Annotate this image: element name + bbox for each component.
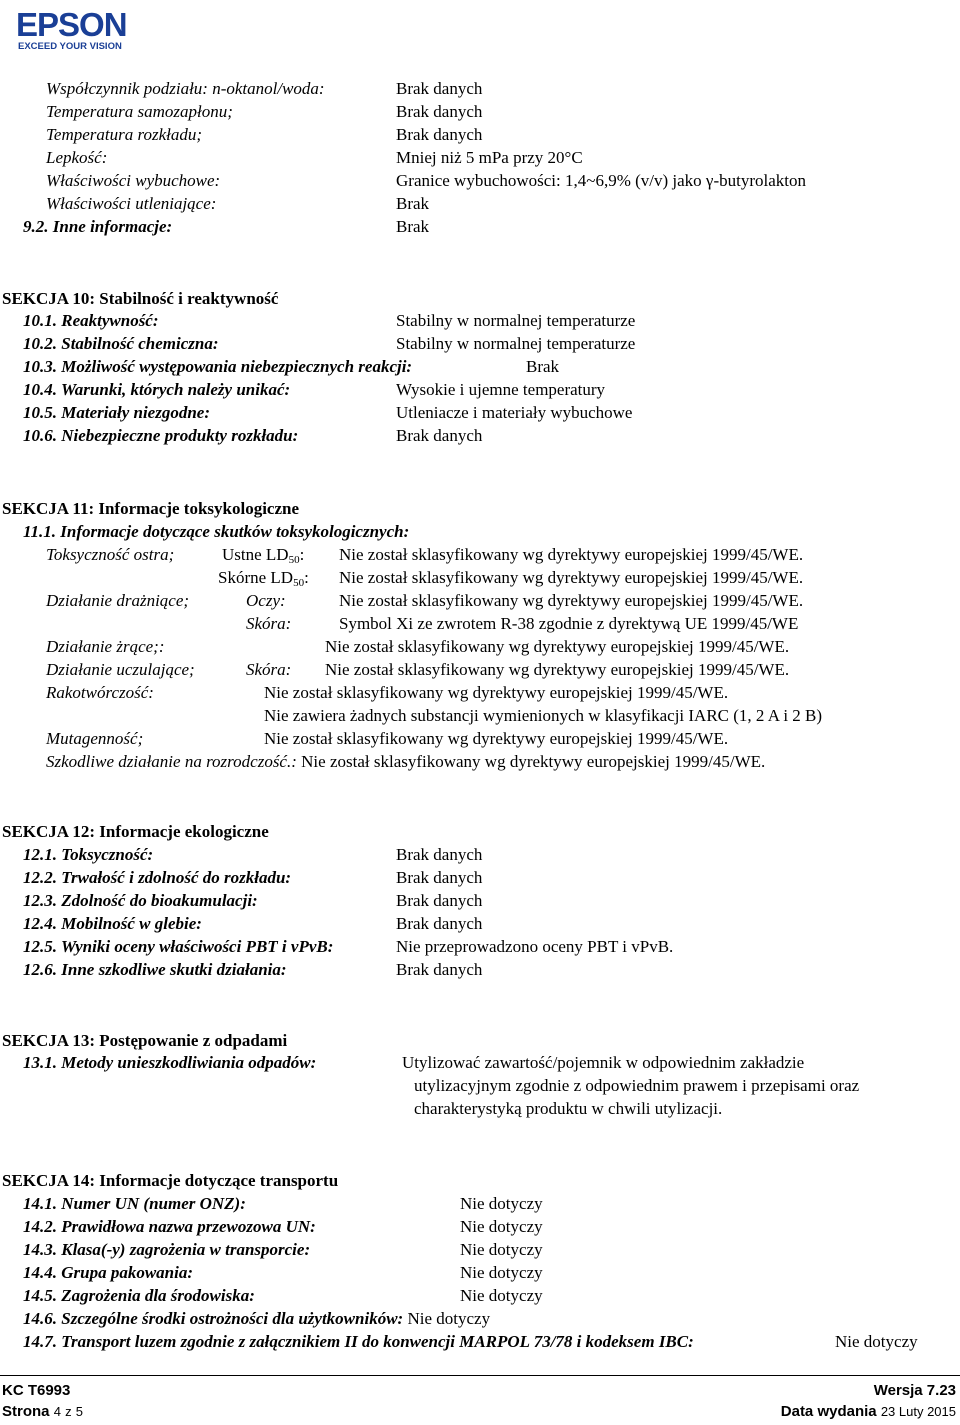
s9-value-4: Granice wybuchowości: 1,4~6,9% (v/v) jako γ-butyrolakton [396,171,806,190]
corrosive-label: Działanie żrące;: [46,637,165,656]
s12-value-3: Brak danych [396,914,483,933]
s9-value-1: Brak danych [396,102,483,121]
s9-value-2: Brak danych [396,125,483,144]
iarc-note: Nie zawiera żadnych substancji wymienionych w klasyfikacji IARC (1, 2 A i 2 B) [264,706,823,725]
s14-value-0: Nie dotyczy [460,1194,543,1213]
eyes-label: Oczy: [246,591,286,610]
s12-value-1: Brak danych [396,868,483,887]
s9-label-5: Właściwości utleniające: [46,194,217,213]
s13-line-1: utylizacyjnym zgodnie z odpowiednim prawem i przepisami oraz [414,1076,860,1095]
epson-logo: EPSON [16,6,127,43]
s10-label-2: 10.3. Możliwość występowania niebezpiecznych reakcji: [23,357,413,376]
s10-label-4: 10.5. Materiały niezgodne: [23,403,210,422]
s10-value-0: Stabilny w normalnej temperaturze [396,311,636,330]
s13-line-2: charakterystyką produktu w chwili utylizacji. [414,1099,723,1118]
mutagenicity-label: Mutagenność; [46,729,144,748]
footer-page-number: Strona 4 z 5 [2,1403,83,1420]
s13-label: 13.1. Metody unieszkodliwiania odpadów: [23,1053,317,1072]
reproductive-row [46,752,765,772]
s10-label-5: 10.6. Niebezpieczne produkty rozkładu: [23,426,299,445]
s14-label-0: 14.1. Numer UN (numer ONZ): [23,1194,246,1213]
eyes-value: Nie został sklasyfikowany wg dyrektywy europejskiej 1999/45/WE. [339,591,804,610]
s9-label-1: Temperatura samozapłonu; [46,102,233,121]
s9-label-3: Lepkość: [46,148,108,167]
s10-value-2: Brak [526,357,560,376]
s10-value-3: Wysokie i ujemne temperatury [396,380,606,399]
s10-label-3: 10.4. Warunki, których należy unikać: [23,380,291,399]
s14-value-3: Nie dotyczy [460,1263,543,1282]
ld-dermal-label: Skórne $LD_{50}$: [218,568,309,589]
footer-version: Wersja 7.23 [873,1382,956,1399]
s13-line-0: Utylizować zawartość/pojemnik w odpowiednim zakładzie [402,1053,805,1072]
s10-value-5: Brak danych [396,426,483,445]
s9-value-0: Brak danych [396,79,483,98]
s10-value-1: Stabilny w normalnej temperaturze [396,334,636,353]
section-11-title: SEKCJA 11: Informacje toksykologiczne [2,499,300,518]
s12-value-2: Brak danych [396,891,483,910]
s14-label-5: 14.6. Szczególne środki ostrożności dla użytkowników: [23,1309,404,1328]
skin-irritant-value: Symbol Xi ze zwrotem R-38 zgodnie z dyrektywą UE 1999/45/WE [339,614,799,633]
section-10-title: SEKCJA 10: Stabilność i reaktywność [2,289,279,308]
sensitizing-label: Działanie uczulające; [46,660,195,679]
corrosive-value: Nie został sklasyfikowany wg dyrektywy europejskiej 1999/45/WE. [325,637,790,656]
reproductive-label: Szkodliwe działanie na rozrodczość.: [46,752,297,771]
s12-label-2: 12.3. Zdolność do bioakumulacji: [23,891,258,910]
mutagenicity-value: Nie został sklasyfikowany wg dyrektywy europejskiej 1999/45/WE. [264,729,729,748]
s10-label-1: 10.2. Stabilność chemiczna: [23,334,219,353]
section-14-title: SEKCJA 14: Informacje dotyczące transportu [2,1171,339,1190]
footer-divider [0,1375,960,1376]
s12-label-5: 12.6. Inne szkodliwe skutki działania: [23,960,287,979]
s12-value-4: Nie przeprowadzono oceny PBT i vPvB. [396,937,674,956]
s12-value-5: Brak danych [396,960,483,979]
acute-toxicity-label: Toksyczność ostra; [46,545,175,564]
s9-value-5: Brak [396,194,430,213]
carcinogenicity-label: Rakotwórczość: [46,683,154,702]
s10-label-0: 10.1. Reaktywność: [23,311,159,330]
s14-label-4: 14.5. Zagrożenia dla środowiska: [23,1286,255,1305]
footer-issue-date: Data wydania 23 Luty 2015 [780,1403,956,1420]
s14-label-1: 14.2. Prawidłowa nazwa przewozowa UN: [23,1217,316,1236]
ld-oral-label: Ustne $LD_{50}$: [222,545,305,566]
s14-label-3: 14.4. Grupa pakowania: [23,1263,194,1282]
s14-value-2: Nie dotyczy [460,1240,543,1259]
carcinogenicity-value: Nie został sklasyfikowany wg dyrektywy europejskiej 1999/45/WE. [264,683,729,702]
section-13-title: SEKCJA 13: Postępowanie z odpadami [2,1031,288,1050]
s12-label-1: 12.2. Trwałość i zdolność do rozkładu: [23,868,292,887]
sensitizing-value: Nie został sklasyfikowany wg dyrektywy europejskiej 1999/45/WE. [325,660,790,679]
ld-oral-value: Nie został sklasyfikowany wg dyrektywy europejskiej 1999/45/WE. [339,545,804,564]
s14-label-6: 14.7. Transport luzem zgodnie z załącznikiem II do konwencji MARPOL 73/78 i kodeksem IBC: [23,1332,694,1351]
skin-irritant-label: Skóra: [246,614,292,633]
sensitizing-skin-label: Skóra: [246,660,292,679]
footer-product-code: KC T6993 [2,1382,71,1399]
s12-value-0: Brak danych [396,845,483,864]
s9-label-2: Temperatura rozkładu; [46,125,202,144]
s14-row-5 [23,1309,490,1329]
s14-value-6: Nie dotyczy [835,1332,918,1351]
s14-value-1: Nie dotyczy [460,1217,543,1236]
s14-value-4: Nie dotyczy [460,1286,543,1305]
s10-value-4: Utleniacze i materiały wybuchowe [396,403,633,422]
s12-label-4: 12.5. Wyniki oceny właściwości PBT i vPvB: [23,937,334,956]
epson-tagline: EXCEED YOUR VISION [18,41,122,52]
section-12-title: SEKCJA 12: Informacje ekologiczne [2,822,269,841]
s9-other-label: 9.2. Inne informacje: [23,217,173,236]
s11-subtitle: 11.1. Informacje dotyczące skutków toksykologicznych: [23,522,410,541]
s14-label-2: 14.3. Klasa(-y) zagrożenia w transporcie: [23,1240,311,1259]
s12-label-3: 12.4. Mobilność w glebie: [23,914,202,933]
s9-value-3: Mniej niż 5 mPa przy 20°C [396,148,583,167]
s9-label-0: Współczynnik podziału: n-oktanol/woda: [46,79,325,98]
reproductive-value: Nie został sklasyfikowany wg dyrektywy europejskiej 1999/45/WE. [301,752,766,771]
irritant-label: Działanie drażniące; [46,591,190,610]
s9-label-4: Właściwości wybuchowe: [46,171,221,190]
s9-other-value: Brak [396,217,430,236]
ld-dermal-value: Nie został sklasyfikowany wg dyrektywy europejskiej 1999/45/WE. [339,568,804,587]
s12-label-0: 12.1. Toksyczność: [23,845,154,864]
s14-value-5: Nie dotyczy [407,1309,491,1328]
